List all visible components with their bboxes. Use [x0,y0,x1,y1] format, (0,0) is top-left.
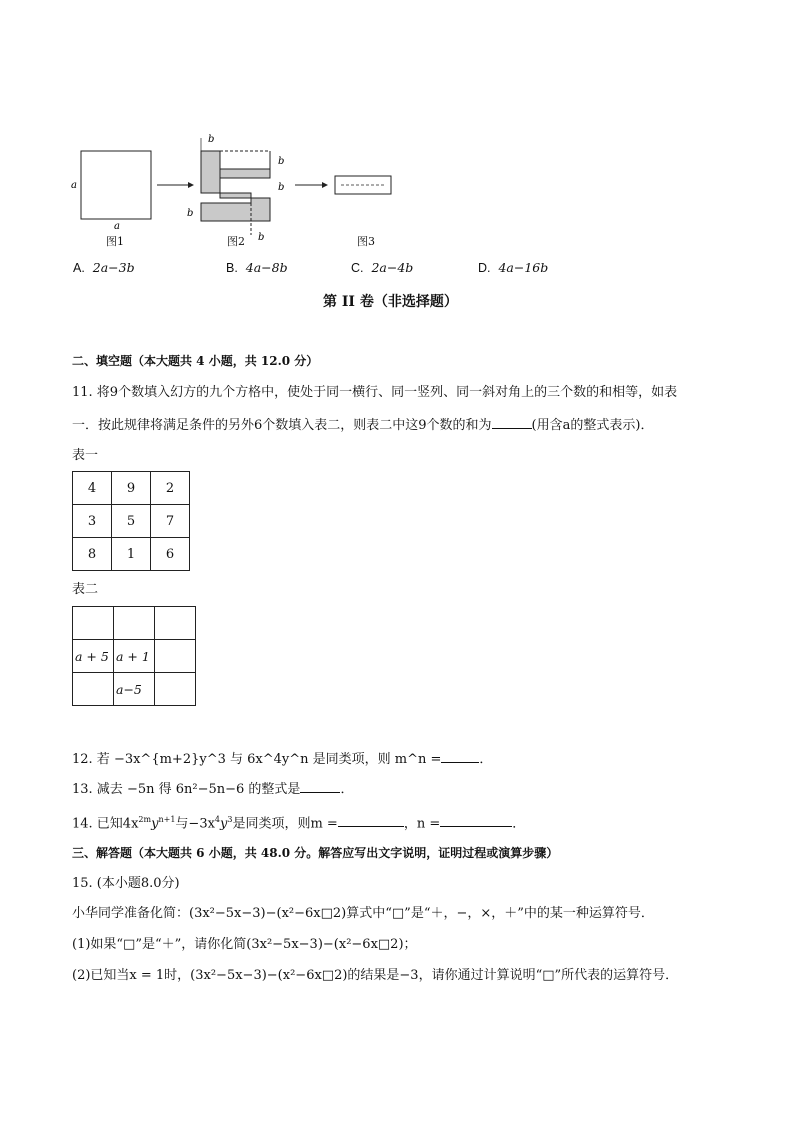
fig1-label-a-bottom: a [114,221,120,232]
option-c-letter: C. [351,261,364,275]
table-row [73,640,196,673]
q14-m-blank[interactable] [338,814,404,827]
q13-end: ． [340,782,354,797]
q15-header: 15. (本小题8.0分) [72,876,180,891]
q15-part1: (1)如果“□”是“＋”，请你化简(3x²−5x−3)−(x²−6x□2)； [72,937,417,952]
option-c [351,260,413,275]
fig2-caption: 图2 [227,235,245,248]
table-cell: 2 [151,472,190,505]
table-row [73,472,190,505]
table-cell[interactable] [155,640,196,673]
fig2-shape [201,151,270,221]
option-a-expr: 2a−3b [92,260,135,275]
q14-n-blank[interactable] [440,814,512,827]
table-cell: 9 [112,472,151,505]
table-cell: a + 5 [73,640,114,673]
option-b [226,260,288,275]
q13 [72,780,353,798]
q14-text-c: 是同类项，则m = [232,816,338,832]
option-b-expr: 4a−8b [245,260,288,275]
magic-square-table1 [72,471,190,571]
table2-label: 表二 [72,582,99,597]
table-cell: a + 1 [114,640,155,673]
fig2-label-b-r2: b [278,182,285,193]
fig2-label-b-l: b [187,208,194,219]
fig3-caption: 图3 [357,235,375,248]
table-cell: a−5 [114,673,155,706]
table-cell: 1 [112,538,151,571]
option-b-letter: B. [226,261,238,275]
q14: 14. 已知$4x^{2m}y^{n+1}$与$-3x^4y^3$是同类项，则m = ，n = ． [72,815,526,832]
table-cell: 3 [73,505,112,538]
arrow-1-head [188,182,194,188]
fig1-caption: 图1 [106,235,124,248]
table-row [73,505,190,538]
fig2-label-b-bottom: b [258,232,265,243]
section3-heading: 三、解答题（本大题共 6 小题，共 48.0 分。解答应写出文字说明，证明过程或演算步骤） [72,846,559,860]
table-cell: 6 [151,538,190,571]
table-row [73,538,190,571]
q11-line2a: 一．按此规律将满足条件的另外6个数填入表二，则表二中这9个数的和为 [72,418,492,433]
table-cell[interactable] [73,607,114,640]
q14-text-b: 与−3x [175,816,215,832]
table-row [73,607,196,640]
option-c-expr: 2a−4b [371,260,414,275]
part2-title: 第 II 卷（非选择题） [323,294,458,310]
q14-text-d: ，n = [403,816,441,832]
option-a [73,260,135,275]
table-cell: 4 [73,472,112,505]
table-cell[interactable] [155,607,196,640]
q11-line2b: (用含a的整式表示)． [531,418,654,433]
q13-answer-blank[interactable] [300,780,340,793]
section2-heading: 二、填空题（本大题共 4 小题，共 12.0 分） [72,354,319,368]
fig1-label-a: a [71,180,77,191]
q14-text-a: 14. 已知4x [72,816,139,832]
q11-line2 [72,416,653,434]
q15-intro: 小华同学准备化简：(3x²−5x−3)−(x²−6x□2)算式中“□”是“＋，−，×，＋”中的某一种运算符号． [72,906,654,921]
figure-row [60,130,420,250]
table-cell: 7 [151,505,190,538]
arrow-2-head [322,182,328,188]
fig2-label-b-top: b [208,134,215,145]
table-cell: 5 [112,505,151,538]
table1-label: 表一 [72,448,99,463]
q12-end: ． [479,752,493,767]
option-a-letter: A. [73,261,85,275]
q12 [72,750,492,768]
q12-answer-blank[interactable] [441,750,479,763]
option-d-expr: 4a−16b [498,260,549,275]
table-row [73,673,196,706]
q12-text: 12. 若 −3x^{m+2}y^3 与 6x^4y^n 是同类项，则 m^n = [72,752,442,767]
option-d [478,260,548,275]
q11-answer-blank[interactable] [492,416,532,429]
q11-line1: 11. 将9个数填入幻方的九个方格中，使处于同一横行、同一竖列、同一斜对角上的三个数的和相等，如表 [72,385,678,400]
table-cell[interactable] [73,673,114,706]
option-d-letter: D. [478,261,491,275]
fig2-label-b-r1: b [278,156,285,167]
magic-square-table2 [72,606,196,706]
q15-part2: (2)已知当x = 1时，(3x²−5x−3)−(x²−6x□2)的结果是−3，请你通过计算说明“□”所代表的运算符号． [72,968,679,983]
table-cell[interactable] [155,673,196,706]
fig1-square [81,151,151,219]
q13-text: 13. 减去 −5n 得 6n²−5n−6 的整式是 [72,782,301,797]
table-cell[interactable] [114,607,155,640]
q14-end: ． [512,816,526,832]
table-cell: 8 [73,538,112,571]
